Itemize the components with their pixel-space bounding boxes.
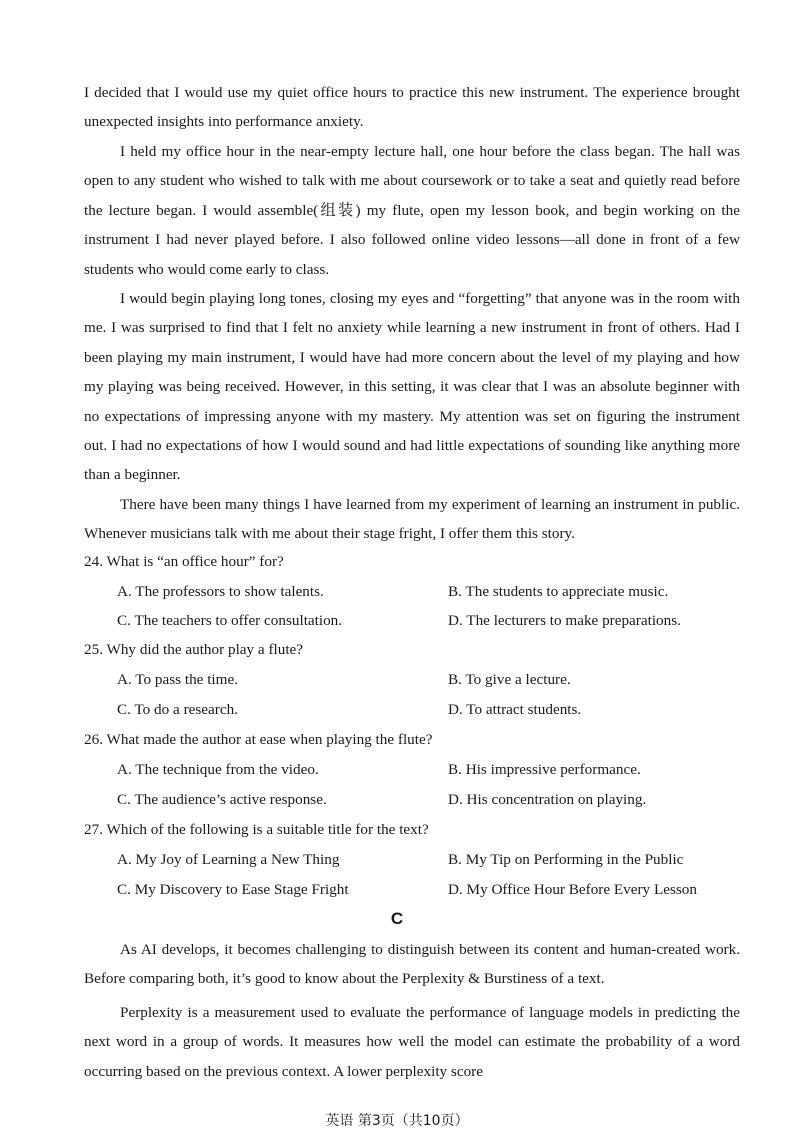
question-25-option-d: D. To attract students. — [448, 701, 582, 718]
passage-b-paragraph-2: I held my office hour in the near-empty lecture hall, one hour before the class began. The hall was open to any student who wished to talk with me about coursework or to take a seat and quietly read before the lecture began. I would assemble(组装) my flute, open my lesson book, and begin working on the instrument I had never played before. I also followed online video lessons—all done in front of a few students who would come early to class. — [84, 143, 740, 278]
question-27-option-c: C. My Discovery to Ease Stage Fright — [117, 881, 349, 898]
question-24-option-d: D. The lecturers to make preparations. — [448, 612, 681, 629]
page-footer: 英语 第3页（共10页） — [325, 1113, 469, 1129]
question-27-option-a: A. My Joy of Learning a New Thing — [117, 851, 340, 868]
question-25-option-b: B. To give a lecture. — [448, 671, 571, 688]
question-26-option-c: C. The audience’s active response. — [117, 791, 327, 808]
question-25-stem: 25. Why did the author play a flute? — [84, 641, 304, 658]
question-24-stem: 24. What is “an office hour” for? — [84, 553, 284, 570]
passage-c-paragraph-2: Perplexity is a measurement used to evaluate the performance of language models in predicting the next word in a group of words. It measures how well the model can estimate the probability of a word occurring based on the previous context. A lower perplexity score — [84, 1004, 740, 1080]
question-26-option-a: A. The technique from the video. — [117, 761, 319, 778]
passage-b-paragraph-3: I would begin playing long tones, closing my eyes and “forgetting” that anyone was in the room with me. I was surprised to find that I felt no anxiety while learning a new instrument in front of others. Had I been playing my main instrument, I would have had more concern about the level of my playing and how my playing was being received. However, in this setting, it was clear that I was an absolute beginner with no expectations of impressing anyone with my mastery. My attention was set on figuring the instrument out. I had no expectations of how I would sound and had little expectations of sounding like anything more than a beginner. — [84, 290, 740, 484]
question-24-option-c: C. The teachers to offer consultation. — [117, 612, 343, 629]
question-25-option-a: A. To pass the time. — [117, 671, 238, 688]
question-27-stem: 27. Which of the following is a suitable title for the text? — [84, 821, 429, 838]
question-27-option-d: D. My Office Hour Before Every Lesson — [448, 881, 697, 898]
question-24-option-b: B. The students to appreciate music. — [448, 583, 669, 600]
question-27-option-b: B. My Tip on Performing in the Public — [448, 851, 684, 868]
passage-b-paragraph-1: I decided that I would use my quiet office hours to practice this new instrument. The experience brought unexpected insights into performance anxiety. — [84, 84, 740, 131]
passage-c-paragraph-1: As AI develops, it becomes challenging to distinguish between its content and human-created work. Before comparing both, it’s good to know about the Perplexity & Burstiness of a text. — [84, 941, 740, 988]
question-24-option-a: A. The professors to show talents. — [117, 583, 324, 600]
question-26-option-b: B. His impressive performance. — [448, 761, 641, 778]
question-25-option-c: C. To do a research. — [117, 701, 238, 718]
passage-b-paragraph-4: There have been many things I have learned from my experiment of learning an instrument in public. Whenever musicians talk with me about their stage fright, I offer them this story. — [84, 496, 740, 543]
question-26-stem: 26. What made the author at ease when playing the flute? — [84, 731, 433, 748]
section-c-heading: C — [390, 909, 404, 928]
question-26-option-d: D. His concentration on playing. — [448, 791, 647, 808]
